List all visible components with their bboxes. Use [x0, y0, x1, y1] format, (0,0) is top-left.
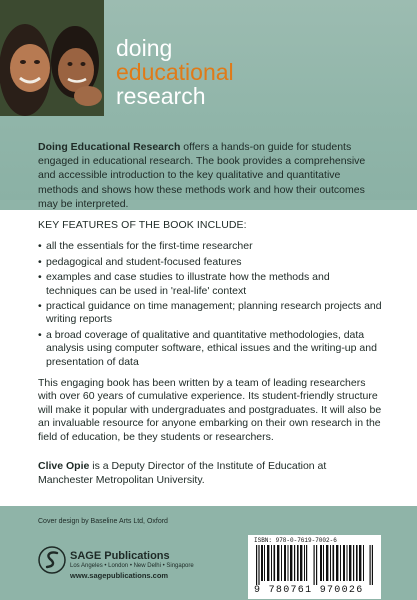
publisher-cities: Los Angeles • London • New Delhi • Singapore — [70, 563, 194, 569]
children-photo-image — [0, 0, 104, 116]
intro-text: offers a hands-on guide for students engaged in educational research. The book provides a comprehensive and accessible introduction to the key qualitative and quantitative methods and shows how these methods work and how their outcomes may be interpreted. — [38, 141, 366, 210]
author-note — [38, 460, 383, 487]
title-line-1: doing — [116, 35, 173, 61]
intro-book-name: Doing Educational Research — [38, 141, 181, 153]
book-title — [116, 36, 234, 108]
cover-credit: Cover design by Baseline Arts Ltd, Oxford — [38, 518, 168, 525]
isbn-barcode-box — [248, 535, 381, 599]
title-line-2: educational — [116, 59, 234, 85]
feature-item: • practical guidance on time management; planning research projects and writing reports — [38, 300, 383, 327]
feature-item: • a broad coverage of qualitative and quantitative methodologies, data analysis using computer software, ethical issues and the writing-up and presentation of data — [38, 329, 383, 369]
features-list — [38, 240, 383, 369]
title-line-3: research — [116, 83, 206, 109]
feature-item: • pedagogical and student-focused features — [38, 256, 383, 269]
isbn-label: ISBN: 978-0-7619-7002-6 — [254, 537, 337, 544]
publisher-url[interactable]: www.sagepublications.com — [70, 571, 169, 580]
barcode-image — [256, 545, 373, 585]
barcode-digits: 9 780761 970026 — [254, 585, 364, 596]
feature-item: • all the essentials for the first-time researcher — [38, 240, 383, 253]
author-name: Clive Opie — [38, 460, 90, 473]
intro-paragraph — [38, 140, 383, 211]
author-text: is a Deputy Director of the Institute of Education at Manchester Metropolitan University. — [38, 460, 327, 486]
cover-photo — [0, 0, 104, 116]
features-heading: KEY FEATURES OF THE BOOK INCLUDE: — [38, 219, 247, 231]
features-panel — [0, 210, 417, 506]
publisher-name: SAGE Publications — [70, 550, 170, 562]
bottom-panel — [0, 506, 417, 600]
sage-logo-icon — [38, 546, 66, 574]
feature-item: • examples and case studies to illustrate how the methods and techniques can be used in 'real-life' context — [38, 271, 383, 298]
top-panel — [0, 0, 417, 210]
body-paragraph: This engaging book has been written by a team of leading researchers with over 60 years of cumulative experience. Its student-friendly structure will make it popular with undergraduates and postgraduates. It will also be an invaluable resource for anyone embarking on their own research in the field of education, be they students or researchers. — [38, 377, 382, 443]
